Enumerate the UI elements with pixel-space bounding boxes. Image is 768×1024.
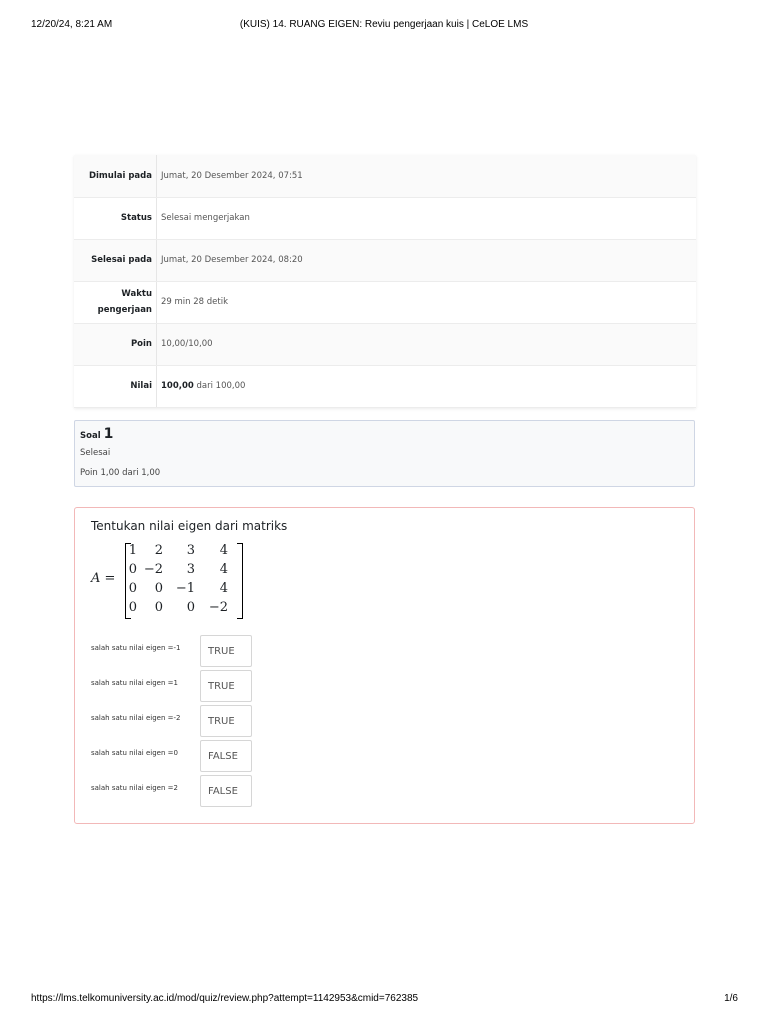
question-number-value: 1 (103, 426, 114, 442)
summary-label: Poin (74, 323, 157, 365)
question-grade: Poin 1,00 dari 1,00 (80, 468, 161, 478)
summary-label: Nilai (74, 365, 157, 407)
summary-value: Jumat, 20 Desember 2024, 07:51 (157, 155, 697, 197)
matrix-cell: −2 (208, 600, 228, 615)
summary-label: Waktu pengerjaan (74, 281, 157, 323)
print-datetime: 12/20/24, 8:21 AM (31, 19, 113, 30)
matrix-equals: = (104, 571, 116, 586)
question-info-box (74, 420, 695, 487)
summary-value (157, 365, 697, 407)
matrix-cell: 0 (154, 600, 163, 615)
summary-row-grade (74, 365, 696, 407)
summary-row-status (74, 197, 696, 239)
summary-value: Jumat, 20 Desember 2024, 08:20 (157, 239, 697, 281)
answer-select[interactable]: FALSE (200, 775, 252, 807)
matrix-cell: −2 (143, 562, 163, 577)
answer-select[interactable]: FALSE (200, 740, 252, 772)
print-page-number: 1/6 (724, 993, 738, 1004)
matrix-right-bracket (237, 543, 243, 619)
grade-out-of: dari 100,00 (196, 381, 246, 391)
matrix-cell: 1 (128, 543, 137, 558)
matrix-cell: −1 (175, 581, 195, 596)
print-url: https://lms.telkomuniversity.ac.id/mod/quiz/review.php?attempt=1142953&cmid=762385 (31, 993, 419, 1004)
matrix-cell: 4 (219, 562, 228, 577)
matrix-label: A (91, 571, 101, 586)
matrix-cell: 3 (186, 562, 195, 577)
question-state: Selesai (80, 448, 111, 458)
question-text: Tentukan nilai eigen dari matriks (91, 519, 288, 533)
statement-label: salah satu nilai eigen =2 (91, 784, 178, 792)
summary-row-marks (74, 323, 696, 365)
statement-label: salah satu nilai eigen =-1 (91, 644, 181, 652)
matrix-cell: 0 (128, 600, 137, 615)
summary-value: 29 min 28 detik (157, 281, 697, 323)
summary-label: Selesai pada (74, 239, 157, 281)
matrix-cell: 3 (186, 543, 195, 558)
statement-label: salah satu nilai eigen =-2 (91, 714, 181, 722)
summary-value: Selesai mengerjakan (157, 197, 697, 239)
grade-value: 100,00 (161, 381, 194, 391)
summary-row-completed (74, 239, 696, 281)
summary-row-duration (74, 281, 696, 323)
summary-value: 10,00/10,00 (157, 323, 697, 365)
matrix-cell: 4 (219, 543, 228, 558)
summary-label: Status (74, 197, 157, 239)
answer-select[interactable]: TRUE (200, 670, 252, 702)
matrix-cell: 0 (154, 581, 163, 596)
question-number-prefix: Soal (80, 431, 101, 441)
matrix-cell: 0 (186, 600, 195, 615)
matrix-cell: 0 (128, 562, 137, 577)
summary-label: Dimulai pada (74, 155, 157, 197)
matrix-cell: 2 (154, 543, 163, 558)
statement-label: salah satu nilai eigen =0 (91, 749, 178, 757)
print-page-title: (KUIS) 14. RUANG EIGEN: Reviu pengerjaan kuis | CeLOE LMS (239, 19, 529, 30)
statement-label: salah satu nilai eigen =1 (91, 679, 178, 687)
attempt-summary-table (74, 155, 696, 408)
answer-select[interactable]: TRUE (200, 635, 252, 667)
matrix-cell: 0 (128, 581, 137, 596)
answer-select[interactable]: TRUE (200, 705, 252, 737)
matrix-cell: 4 (219, 581, 228, 596)
question-number (80, 426, 113, 442)
question-content-box (74, 507, 695, 824)
summary-row-started (74, 155, 696, 197)
